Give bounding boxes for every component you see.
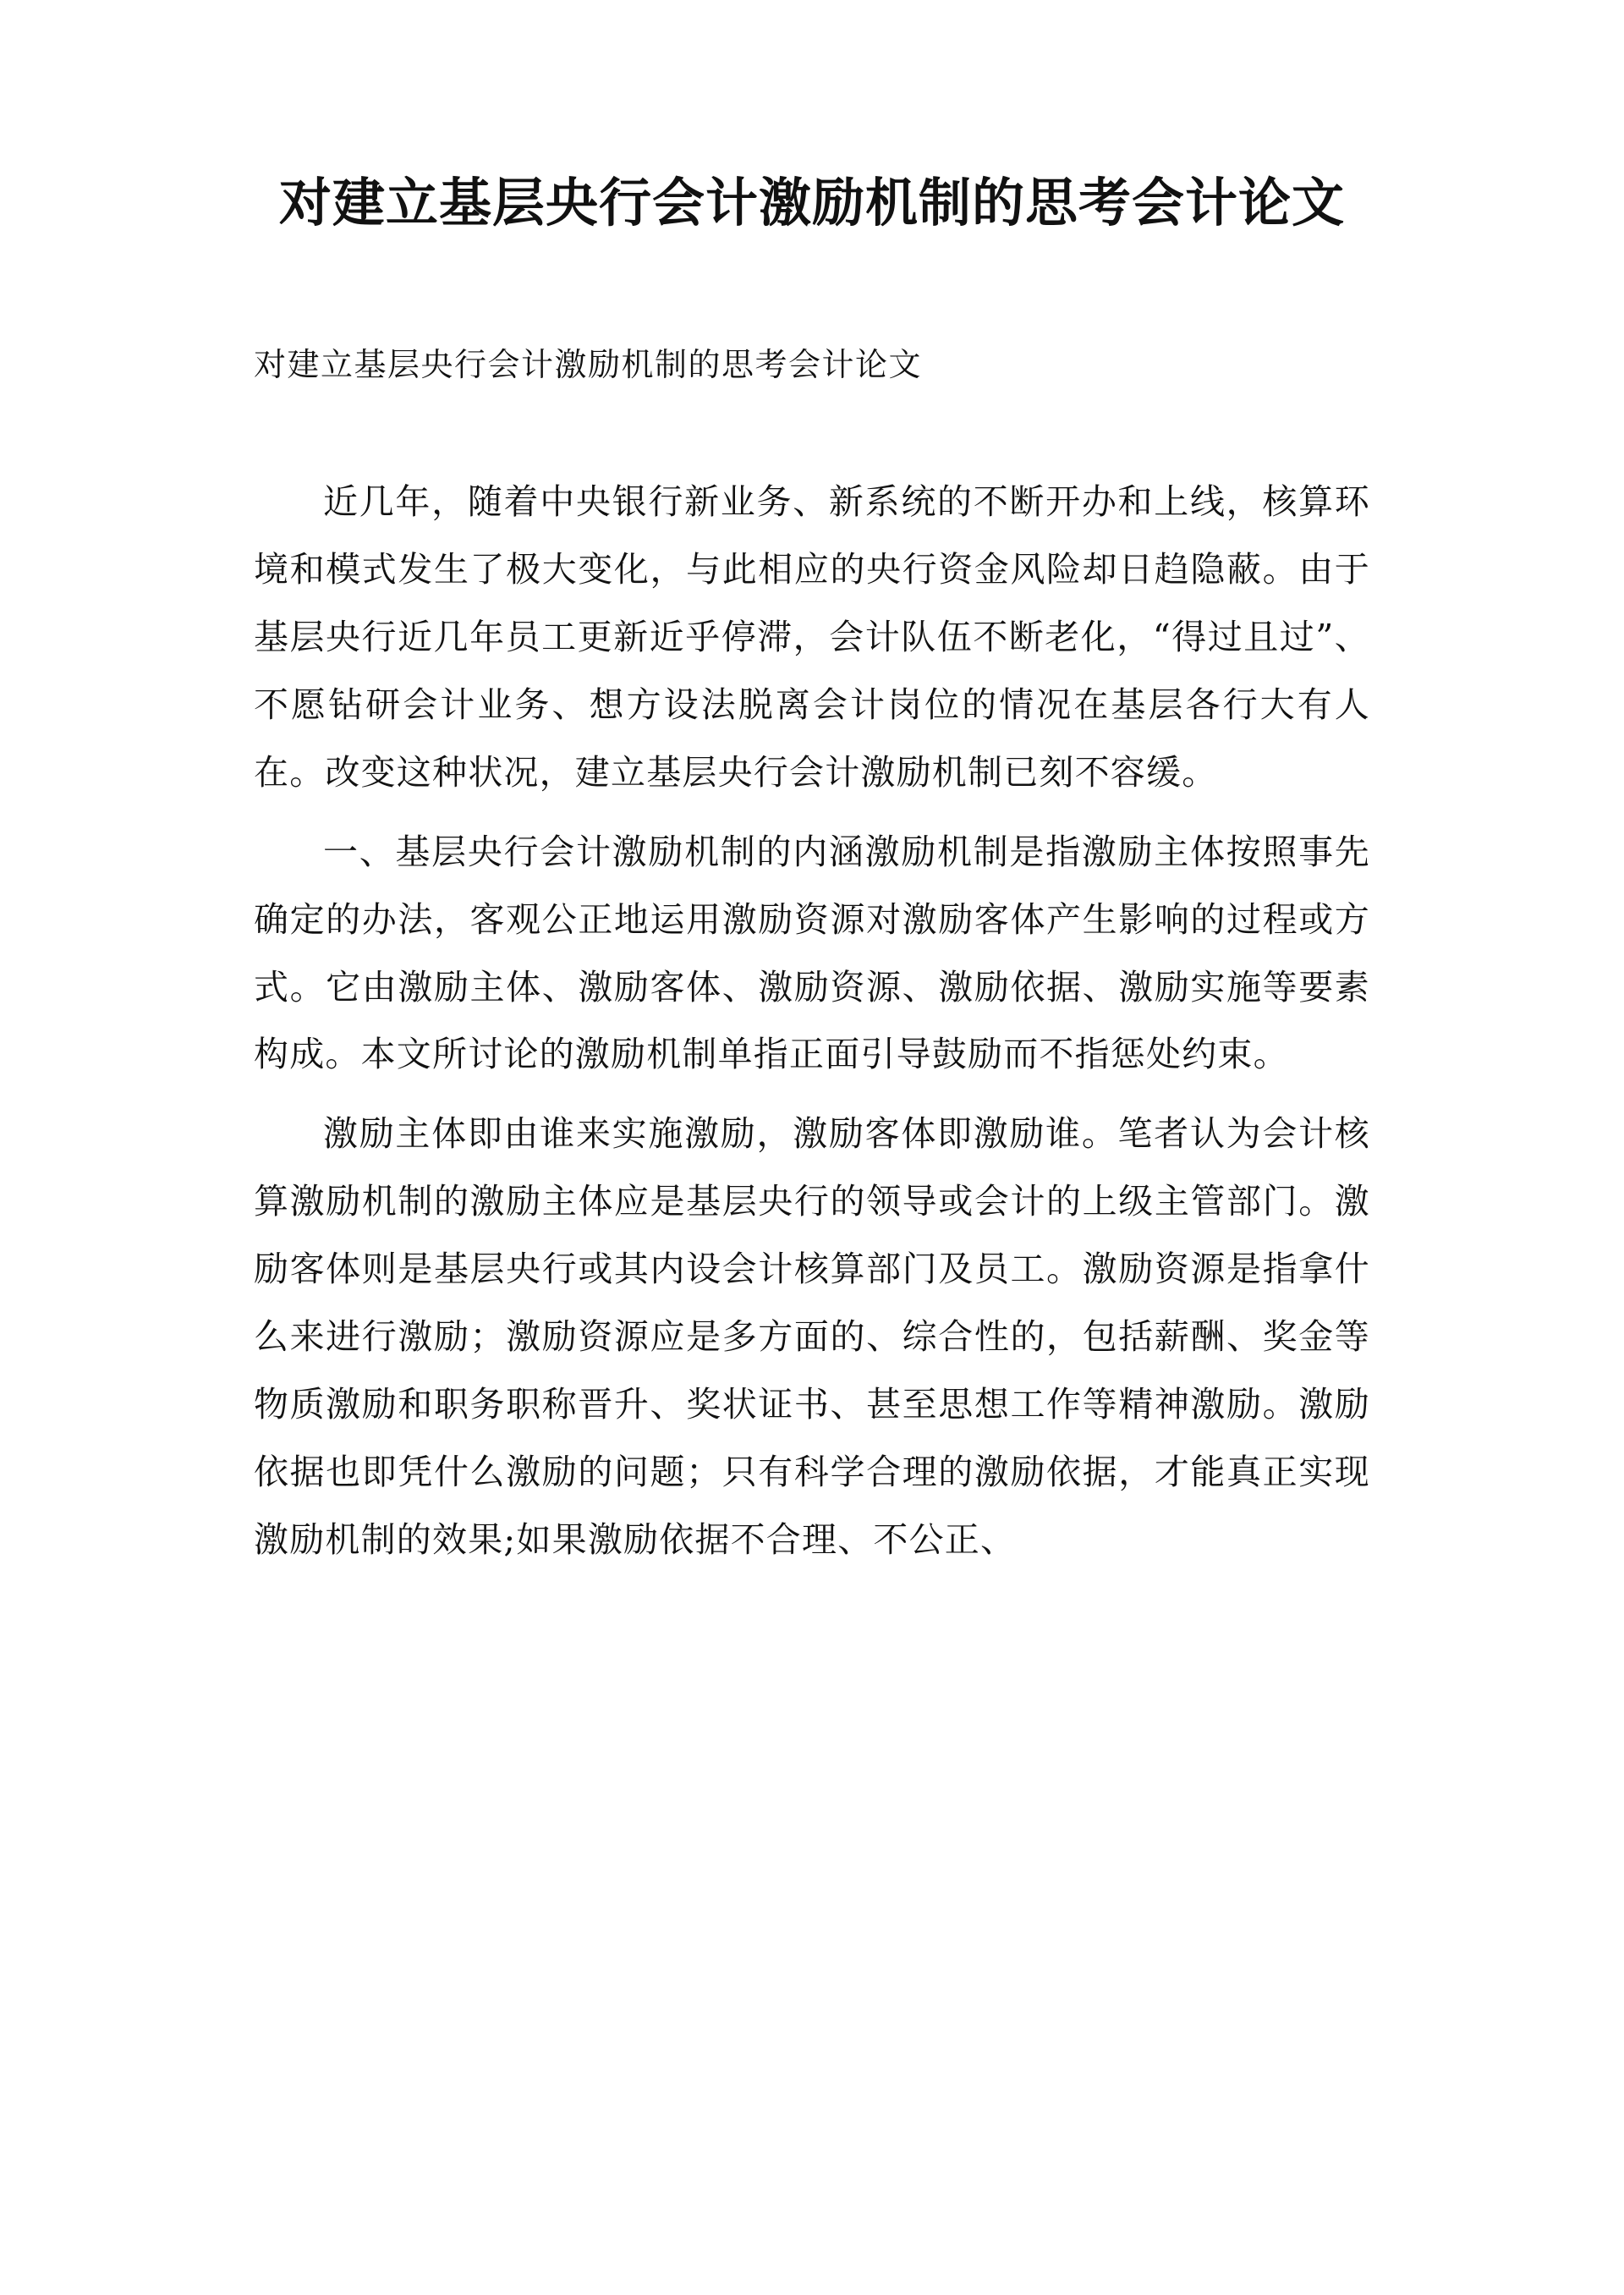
body-paragraph: 近几年，随着中央银行新业务、新系统的不断开办和上线，核算环境和模式发生了极大变化，与此相应的央行资金风险却日趋隐蔽。由于基层央行近几年员工更新近乎停滞，会计队伍不断老化，“得过且过”、不愿钻研会计业务、想方设法脱离会计岗位的情况在基层各行大有人在。改变这种状况，建立基层央行会计激励机制已刻不容缓。 (254, 480, 1370, 793)
document-subtitle-line: 对建立基层央行会计激励机制的思考会计论文 (254, 346, 923, 384)
body-paragraph: 激励主体即由谁来实施激励，激励客体即激励谁。笔者认为会计核算激励机制的激励主体应是基层央行的领导或会计的上级主管部门。激励客体则是基层央行或其内设会计核算部门及员工。激励资源是指拿什么来进行激励；激励资源应是多方面的、综合性的，包括薪酬、奖金等物质激励和职务职称晋升、奖状证书、甚至思想工作等精神激励。激励依据也即凭什么激励的问题；只有科学合理的激励依据，才能真正实现激励机制的效果;如果激励依据不合理、不公正、 (254, 1113, 1370, 1561)
page-title: 对建立基层央行会计激励机制的思考会计论文 (279, 172, 1346, 233)
body-paragraph: 一、基层央行会计激励机制的内涵激励机制是指激励主体按照事先确定的办法，客观公正地运用激励资源对激励客体产生影响的过程或方式。它由激励主体、激励客体、激励资源、激励依据、激励实施等要素构成。本文所讨论的激励机制单指正面引导鼓励而不指惩处约束。 (254, 831, 1370, 1075)
